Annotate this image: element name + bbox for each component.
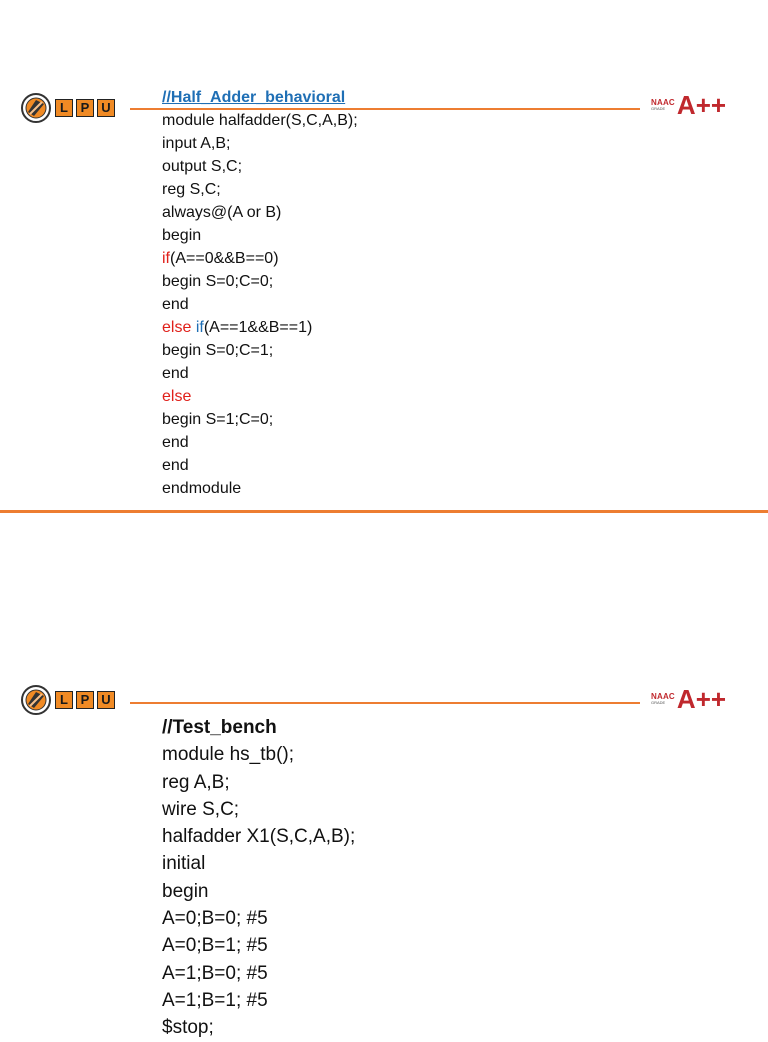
- code-line: reg A,B;: [162, 771, 230, 793]
- naac-label: NAAC: [651, 692, 675, 701]
- header-rule: [130, 702, 640, 704]
- if-keyword: if: [162, 250, 170, 267]
- naac-grade: A++: [676, 684, 727, 714]
- code-title: //Half_Adder_behavioral: [162, 89, 346, 106]
- lpu-logo: [20, 92, 115, 124]
- code-line: A=0;B=0; #5: [162, 908, 268, 930]
- code-line: begin S=0;C=1;: [162, 342, 274, 359]
- code-line: begin: [162, 880, 209, 902]
- code-line: always@(A or B): [162, 204, 282, 221]
- naac-label: NAAC: [651, 98, 675, 107]
- code-line: begin S=0;C=0;: [162, 273, 274, 290]
- logo-letter-p: P: [76, 691, 94, 709]
- naac-badge: [651, 92, 726, 118]
- naac-sublabel: GRADE: [651, 700, 666, 705]
- naac-badge: [651, 686, 726, 712]
- naac-grade: A++: [676, 90, 727, 120]
- slide-test-bench: [0, 514, 768, 1039]
- code-line: halfadder X1(S,C,A,B);: [162, 826, 356, 848]
- lpu-emblem-icon: [20, 684, 52, 716]
- code-block: [162, 714, 355, 1042]
- if-condition: (A==0&&B==0): [170, 250, 279, 267]
- code-line: reg S,C;: [162, 181, 221, 198]
- code-line-if: [162, 247, 358, 270]
- code-line: output S,C;: [162, 158, 243, 175]
- code-title: //Test_bench: [162, 717, 277, 738]
- code-line: A=1;B=1; #5: [162, 989, 268, 1011]
- code-line-else-if: [162, 316, 358, 339]
- else-keyword: else: [162, 388, 192, 405]
- code-line: $stop;: [162, 1017, 214, 1039]
- logo-letter-u: U: [97, 99, 115, 117]
- naac-sublabel: GRADE: [651, 106, 666, 111]
- logo-letter-p: P: [76, 99, 94, 117]
- code-line: input A,B;: [162, 135, 231, 152]
- code-block: [162, 86, 358, 500]
- lpu-emblem-icon: [20, 92, 52, 124]
- code-line: end: [162, 457, 189, 474]
- code-line: begin: [162, 227, 202, 244]
- else-keyword: else: [162, 319, 192, 336]
- code-line: A=0;B=1; #5: [162, 935, 268, 957]
- logo-letter-u: U: [97, 691, 115, 709]
- code-line: initial: [162, 853, 206, 875]
- code-line: A=1;B=0; #5: [162, 962, 268, 984]
- code-line: end: [162, 296, 189, 313]
- lpu-logo: [20, 684, 115, 716]
- else-if-condition: (A==1&&B==1): [203, 319, 313, 336]
- code-line: module halfadder(S,C,A,B);: [162, 112, 358, 129]
- code-line: end: [162, 365, 189, 382]
- slide-divider: [0, 510, 768, 513]
- code-line: endmodule: [162, 480, 242, 497]
- if-keyword: if: [195, 319, 204, 336]
- logo-letter-l: L: [55, 99, 73, 117]
- slide-half-adder: [0, 0, 768, 514]
- code-line: begin S=1;C=0;: [162, 411, 274, 428]
- logo-letter-l: L: [55, 691, 73, 709]
- code-line: end: [162, 434, 189, 451]
- code-line: wire S,C;: [162, 798, 240, 820]
- code-line: module hs_tb();: [162, 744, 295, 766]
